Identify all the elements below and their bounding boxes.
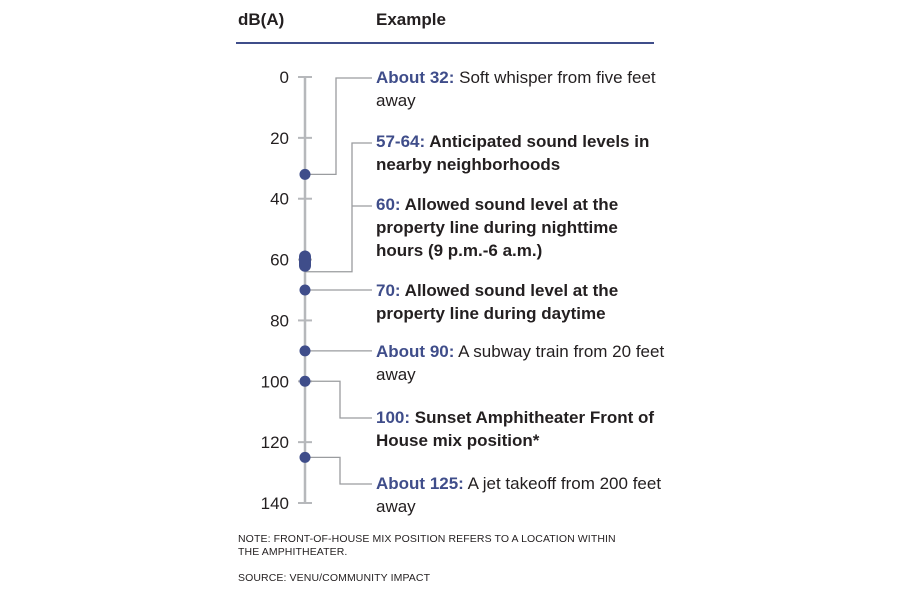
column-header-db: dB(A) — [238, 10, 285, 29]
value-point — [300, 376, 311, 387]
annotation-description: Soft whisper from five feet away — [376, 68, 656, 110]
annotation-description: A subway train from 20 feet away — [376, 342, 665, 384]
tick-label: 0 — [279, 68, 289, 87]
range-marker — [299, 250, 311, 271]
annotation-value: About 90: — [376, 342, 455, 361]
annotation-description: A jet takeoff from 200 feet away — [376, 474, 662, 516]
tick-label: 20 — [270, 128, 289, 148]
annotation-item — [376, 279, 666, 325]
annotation-item — [376, 340, 666, 386]
annotation-value: 57-64: — [376, 132, 426, 151]
annotation-item — [376, 66, 666, 112]
annotation-value: 70: — [376, 281, 401, 300]
annotation-item — [376, 130, 666, 176]
tick-label: 120 — [260, 433, 289, 453]
column-header-example: Example — [376, 10, 446, 29]
leader-line — [305, 381, 372, 418]
annotation-value: About 125: — [376, 474, 464, 493]
annotation-description: Allowed sound level at the property line during daytime — [376, 281, 619, 323]
leader-line — [305, 143, 372, 272]
source-line: SOURCE: VENU/COMMUNITY IMPACT — [238, 572, 431, 584]
leader-line — [305, 457, 372, 484]
annotation-description: Allowed sound level at the property line during nighttime hours (9 p.m.-6 a.m.) — [376, 195, 619, 260]
annotation-item — [376, 193, 666, 262]
tick-label: 40 — [270, 189, 289, 209]
annotation-item — [376, 472, 666, 518]
value-point — [300, 345, 311, 356]
annotation-value: 100: — [376, 408, 411, 427]
value-point — [300, 285, 311, 296]
tick-label: 100 — [260, 372, 289, 392]
tick-label: 80 — [270, 311, 289, 331]
annotation-item — [376, 406, 666, 452]
annotation-description: Anticipated sound levels in nearby neighborhoods — [376, 132, 650, 174]
tick-label: 140 — [260, 494, 289, 513]
value-point — [300, 452, 311, 463]
leader-line — [305, 78, 372, 174]
footnote: NOTE: FRONT-OF-HOUSE MIX POSITION REFERS TO A LOCATION WITHIN THE AMPHITHEATER. — [238, 533, 616, 558]
value-point — [300, 169, 311, 180]
annotation-value: About 32: — [376, 68, 455, 87]
annotation-value: 60: — [376, 195, 401, 214]
tick-label: 60 — [270, 250, 289, 270]
annotation-description: Sunset Amphitheater Front of House mix position* — [376, 408, 655, 450]
